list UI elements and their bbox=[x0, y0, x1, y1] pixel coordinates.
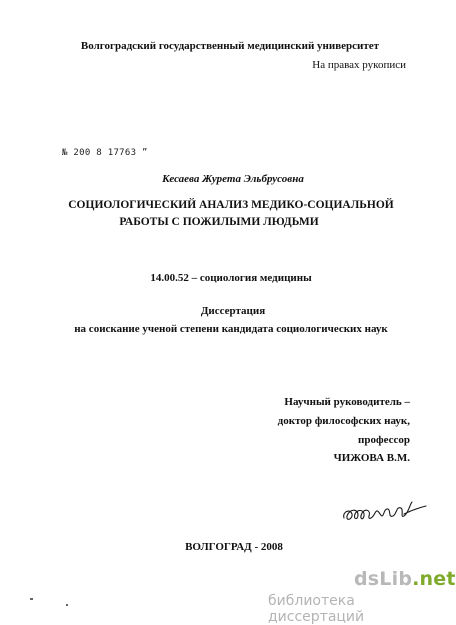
supervisor-rank: профессор bbox=[358, 434, 410, 446]
place-and-year: ВОЛГОГРАД - 2008 bbox=[185, 541, 283, 553]
watermark-logo-tld: .net bbox=[412, 568, 456, 590]
degree-purpose: на соискание ученой степени кандидата социологических наук bbox=[74, 323, 388, 335]
supervisor-role: Научный руководитель – bbox=[284, 396, 410, 408]
watermark-caption: библиотека диссертаций bbox=[268, 593, 365, 625]
thesis-title-line-1: СОЦИОЛОГИЧЕСКИЙ АНАЛИЗ МЕДИКО-СОЦИАЛЬНОЙ bbox=[68, 199, 394, 211]
university-name: Волгоградский государственный медицинский университет bbox=[80, 40, 380, 52]
scan-speck bbox=[30, 598, 33, 600]
scan-speck bbox=[66, 604, 68, 606]
supervisor-degree: доктор философских наук, bbox=[277, 415, 410, 427]
supervisor-name: ЧИЖОВА В.М. bbox=[333, 452, 410, 464]
author-name: Кесаева Журета Эльбрусовна bbox=[162, 173, 304, 185]
handwritten-signature bbox=[338, 494, 428, 530]
specialty-code: 14.00.52 – социология медицины bbox=[150, 272, 312, 284]
manuscript-rights-note: На правах рукописи bbox=[312, 59, 406, 71]
watermark-logo bbox=[354, 568, 456, 590]
archive-stamp-number: № 200 8 17763 ” bbox=[62, 148, 148, 158]
document-type: Диссертация bbox=[200, 305, 266, 317]
thesis-title-line-2: РАБОТЫ С ПОЖИЛЫМИ ЛЮДЬМИ bbox=[119, 216, 319, 228]
watermark-logo-main: dsLib bbox=[354, 568, 413, 590]
